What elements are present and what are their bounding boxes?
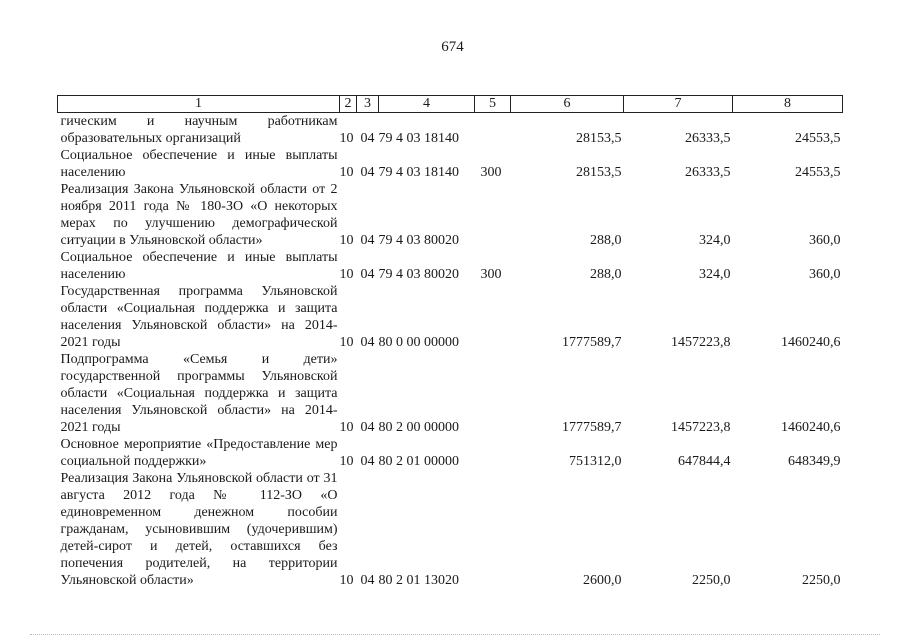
row-value-col6: 288,0 [590, 233, 622, 248]
row-name: Государственная программа Ульяновской области «Социальная поддержка и защита населения Ульяновской области» на 2014-2021 годы [60, 284, 338, 350]
budget-table [57, 95, 843, 589]
row-value-col7: 324,0 [699, 267, 731, 282]
row-target-code: 79 4 03 80020 [378, 233, 459, 248]
header-col-7: 7 [624, 96, 733, 113]
row-section: 10 [339, 165, 354, 180]
table-row [58, 147, 843, 181]
row-value-col6: 288,0 [590, 267, 622, 282]
row-target-code: 79 4 03 18140 [378, 131, 459, 146]
row-section: 10 [339, 454, 354, 469]
row-value-col7: 1457223,8 [671, 335, 731, 350]
table-row [58, 283, 843, 351]
row-subsection: 04 [360, 267, 375, 282]
row-value-col6: 751312,0 [569, 454, 622, 469]
table-row [58, 351, 843, 436]
table-row [58, 181, 843, 249]
row-section: 10 [339, 335, 354, 350]
row-value-col8: 1460240,6 [781, 420, 841, 435]
row-value-col8: 24553,5 [795, 165, 841, 180]
row-subsection: 04 [360, 335, 375, 350]
scan-edge-divider [30, 634, 880, 636]
row-value-col6: 28153,5 [576, 131, 622, 146]
row-subsection: 04 [360, 165, 375, 180]
row-target-code: 79 4 03 80020 [378, 267, 459, 282]
row-subsection: 04 [360, 573, 375, 588]
row-name: Подпрограмма «Семья и дети» государственной программы Ульяновской области «Социальная поддержка и защита населения Ульяновской области» на 2014-2021 годы [60, 352, 338, 435]
row-value-col8: 360,0 [809, 267, 841, 282]
row-subsection: 04 [360, 233, 375, 248]
row-value-col8: 24553,5 [795, 131, 841, 146]
row-value-col6: 28153,5 [576, 165, 622, 180]
header-col-5: 5 [475, 96, 511, 113]
table-row [58, 470, 843, 589]
table-body [58, 113, 843, 590]
row-expense-type [475, 181, 511, 249]
header-col-6: 6 [511, 96, 624, 113]
row-value-col7: 647844,4 [678, 454, 731, 469]
row-name: гическим и научным работникам образовательных организаций [60, 114, 338, 146]
header-col-8: 8 [733, 96, 843, 113]
header-col-3: 3 [357, 96, 379, 113]
row-section: 10 [339, 573, 354, 588]
row-target-code: 80 2 01 13020 [378, 573, 459, 588]
row-target-code: 80 2 00 00000 [378, 420, 459, 435]
row-expense-type [475, 113, 511, 148]
row-name: Реализация Закона Ульяновской области от 31 августа 2012 года № 112-ЗО «О единовременном денежном пособии гражданам, усыновившим (удочерившим) детей-сирот и детей, оставшихся без попечения родителей, на территории Ульяновской области» [60, 471, 338, 588]
row-value-col8: 648349,9 [788, 454, 841, 469]
row-value-col8: 360,0 [809, 233, 841, 248]
row-expense-type [475, 351, 511, 436]
row-section: 10 [339, 267, 354, 282]
row-subsection: 04 [360, 420, 375, 435]
row-expense-type: 300 [480, 267, 502, 282]
row-section: 10 [339, 233, 354, 248]
table-row [58, 113, 843, 148]
header-col-4: 4 [379, 96, 475, 113]
table-row [58, 436, 843, 470]
row-expense-type [475, 470, 511, 589]
table-header [58, 96, 843, 113]
row-value-col6: 1777589,7 [562, 420, 622, 435]
row-value-col7: 26333,5 [685, 165, 731, 180]
row-section: 10 [339, 420, 354, 435]
row-value-col7: 1457223,8 [671, 420, 731, 435]
row-name: Социальное обеспечение и иные выплаты населению [60, 250, 338, 282]
row-section: 10 [339, 131, 354, 146]
row-name: Реализация Закона Ульяновской области от 2 ноября 2011 года № 180-ЗО «О некоторых мерах по улучшению демографической ситуации в Ульяновской области» [60, 182, 338, 248]
row-name: Социальное обеспечение и иные выплаты населению [60, 148, 338, 180]
row-name: Основное мероприятие «Предоставление мер социальной поддержки» [60, 437, 338, 469]
page-number: 674 [441, 39, 464, 55]
row-target-code: 79 4 03 18140 [378, 165, 459, 180]
row-target-code: 80 0 00 00000 [378, 335, 459, 350]
row-subsection: 04 [360, 454, 375, 469]
row-value-col6: 2600,0 [583, 573, 622, 588]
table-row [58, 249, 843, 283]
row-value-col8: 2250,0 [802, 573, 841, 588]
row-expense-type [475, 283, 511, 351]
row-value-col7: 324,0 [699, 233, 731, 248]
row-value-col7: 26333,5 [685, 131, 731, 146]
row-value-col8: 1460240,6 [781, 335, 841, 350]
row-expense-type [475, 436, 511, 470]
row-expense-type: 300 [480, 165, 502, 180]
row-value-col6: 1777589,7 [562, 335, 622, 350]
header-col-2: 2 [340, 96, 357, 113]
row-target-code: 80 2 01 00000 [378, 454, 459, 469]
row-value-col7: 2250,0 [692, 573, 731, 588]
row-subsection: 04 [360, 131, 375, 146]
header-col-1: 1 [58, 96, 340, 113]
